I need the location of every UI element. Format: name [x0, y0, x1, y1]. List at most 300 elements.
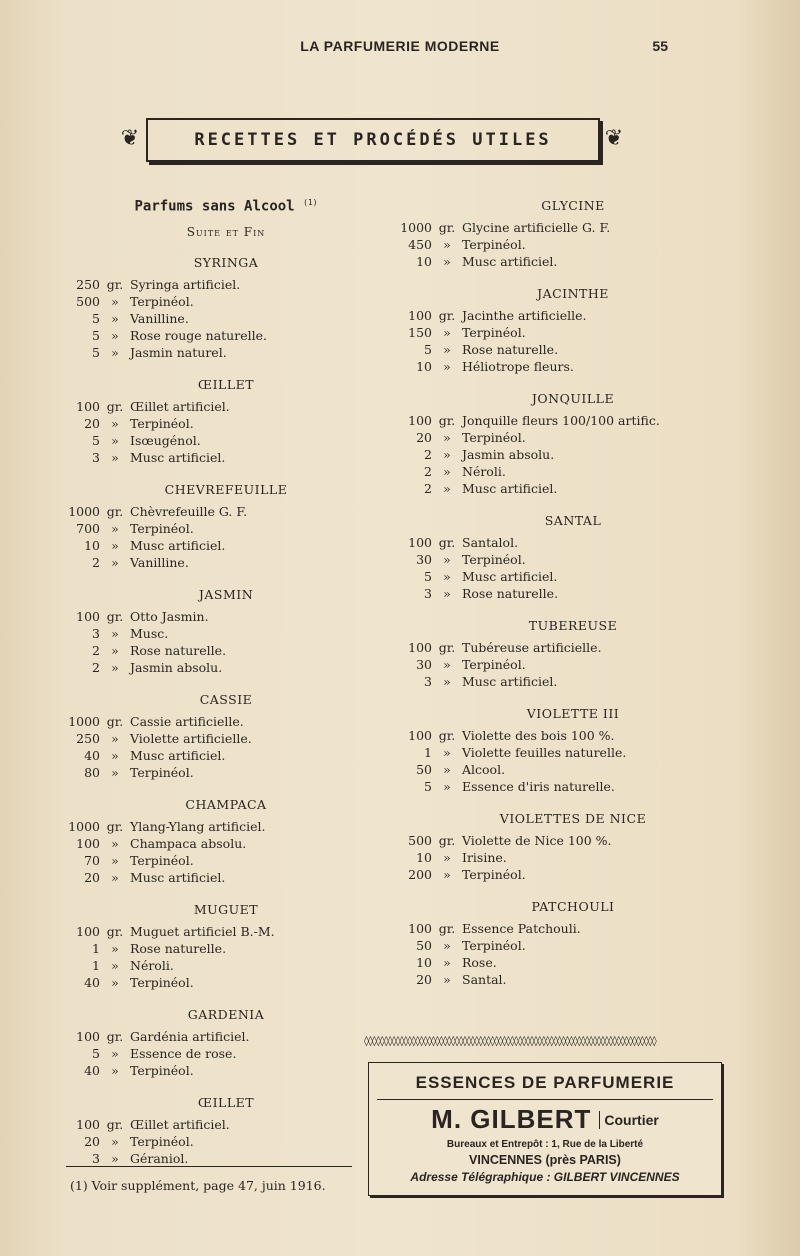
ingredient-qty: 80: [84, 764, 100, 780]
ingredient-unit: »: [443, 762, 451, 777]
ingredient-ingredient: Syringa artificiel.: [130, 276, 241, 292]
ingredient-unit: »: [111, 415, 119, 431]
ingredient-ingredient: Terpinéol.: [130, 764, 194, 780]
ingredient-row: [398, 358, 708, 375]
ingredient-qty: 50: [416, 762, 432, 777]
ingredient-ingredient: Terpinéol.: [462, 430, 526, 445]
ingredient-ingredient: Musc artificiel.: [130, 747, 226, 763]
ingredient-qty: 70: [84, 852, 100, 868]
ingredient-ingredient: Terpinéol.: [130, 1133, 194, 1149]
ingredient-row: [398, 551, 708, 568]
recipe-block: [398, 513, 708, 602]
ingredient-qty: 450: [408, 237, 432, 252]
ingredient-row: [66, 1150, 346, 1167]
ingredient-unit: »: [111, 554, 119, 570]
recipe-block: [66, 902, 346, 991]
running-header-title: LA PARFUMERIE MODERNE: [300, 38, 500, 54]
ingredient-qty: 2: [424, 481, 432, 496]
ingredient-ingredient: Terpinéol.: [462, 867, 526, 882]
ingredient-ingredient: Santal.: [462, 972, 507, 987]
ingredient-qty: 2: [92, 659, 100, 675]
ingredient-row: [66, 642, 346, 659]
ingredient-unit: »: [443, 447, 451, 462]
ingredient-row: [398, 585, 708, 602]
recipe-name: CASSIE: [199, 691, 253, 707]
ingredient-unit: »: [443, 342, 451, 357]
ingredient-ingredient: Essence de rose.: [130, 1045, 237, 1061]
ingredient-ingredient: Musc.: [130, 625, 169, 641]
ingredient-ingredient: Isœugénol.: [130, 432, 201, 448]
ingredient-unit: »: [443, 674, 451, 689]
ingredient-unit: »: [111, 449, 119, 465]
ingredient-qty: 5: [92, 432, 100, 448]
recipe-block: [66, 377, 346, 466]
ingredient-row: [66, 659, 346, 676]
ingredient-row: [398, 866, 708, 883]
recipe-name: SANTAL: [544, 513, 602, 528]
ad-heading: ESSENCES DE PARFUMERIE: [415, 1073, 675, 1092]
ingredient-qty: 50: [416, 938, 432, 953]
ingredient-ingredient: Terpinéol.: [462, 938, 526, 953]
recipe-block: [398, 391, 708, 497]
ingredient-ingredient: Musc artificiel.: [130, 869, 226, 885]
ad-role: Courtier: [599, 1111, 658, 1129]
ad-address: Bureaux et Entrepôt : 1, Rue de la Liberté: [446, 1139, 644, 1150]
ingredient-row: [66, 310, 346, 327]
ingredient-qty: 10: [416, 955, 432, 970]
ingredient-ingredient: Alcool.: [462, 762, 506, 777]
ingredient-row: [66, 344, 346, 361]
ingredient-row: [66, 1116, 346, 1133]
ingredient-qty: 2: [424, 464, 432, 479]
ingredient-qty: 3: [424, 586, 432, 601]
ingredient-row: [398, 412, 708, 429]
ingredient-unit: »: [443, 955, 451, 970]
ingredient-ingredient: Violette artificielle.: [130, 730, 252, 746]
ingredient-row: [66, 537, 346, 554]
ingredient-qty: 100: [76, 923, 100, 939]
ingredient-qty: 100: [76, 1116, 100, 1132]
ingredient-ingredient: Muguet artificiel B.-M.: [130, 923, 275, 939]
ingredient-row: [66, 625, 346, 642]
ingredient-qty: 100: [408, 308, 432, 323]
ingredient-ingredient: Jasmin naturel.: [130, 344, 227, 360]
ingredient-row: [66, 415, 346, 432]
ingredient-ingredient: Terpinéol.: [130, 293, 194, 309]
ingredient-unit: »: [443, 972, 451, 987]
ingredient-ingredient: Rose naturelle.: [130, 940, 227, 956]
recipe-block: [66, 1007, 346, 1079]
ingredient-ingredient: Rose rouge naturelle.: [130, 327, 267, 343]
page-number: 55: [652, 38, 668, 54]
ingredient-row: [398, 832, 708, 849]
ingredient-unit: »: [111, 1045, 119, 1061]
ingredient-row: [66, 957, 346, 974]
recipe-name: CHEVREFEUILLE: [164, 481, 288, 497]
ingredient-unit: »: [443, 745, 451, 760]
ingredient-unit: »: [443, 430, 451, 445]
left-column: [66, 198, 346, 1183]
ingredient-qty: 100: [76, 835, 100, 851]
ingredient-qty: 20: [84, 415, 100, 431]
ingredient-unit: gr.: [438, 640, 456, 655]
ingredient-unit: »: [443, 237, 451, 252]
ingredient-unit: »: [111, 747, 119, 763]
ad-name-line: [369, 1104, 721, 1135]
ingredient-ingredient: Violette des bois 100 %.: [462, 728, 615, 743]
ingredient-ingredient: Rose.: [462, 955, 497, 970]
ingredient-qty: 250: [76, 730, 100, 746]
ingredient-ingredient: Jasmin absolu.: [130, 659, 223, 675]
flourish-right-icon: ❦: [604, 126, 624, 151]
ingredient-row: [66, 852, 346, 869]
ingredient-qty: 1: [92, 957, 100, 973]
ingredient-unit: gr.: [106, 398, 124, 414]
ingredient-row: [398, 778, 708, 795]
ingredient-row: [66, 818, 346, 835]
ingredient-unit: »: [443, 569, 451, 584]
ingredient-unit: »: [111, 625, 119, 641]
ingredient-qty: 100: [76, 608, 100, 624]
ingredient-unit: »: [443, 552, 451, 567]
ingredient-ingredient: Otto Jasmin.: [130, 608, 209, 624]
recipe-name: MUGUET: [193, 901, 259, 917]
ingredient-ingredient: Ylang-Ylang artificiel.: [130, 818, 266, 834]
ingredient-qty: 10: [84, 537, 100, 553]
ingredient-unit: gr.: [106, 713, 124, 729]
ingredient-unit: »: [111, 520, 119, 536]
ingredient-row: [398, 937, 708, 954]
ingredient-unit: »: [111, 537, 119, 553]
ingredient-row: [66, 1028, 346, 1045]
ingredient-unit: »: [111, 940, 119, 956]
ingredient-ingredient: Violette de Nice 100 %.: [462, 833, 612, 848]
ingredient-qty: 10: [416, 254, 432, 269]
recipe-block: [398, 706, 708, 795]
ingredient-qty: 20: [416, 430, 432, 445]
ad-rule: [377, 1099, 713, 1100]
ingredient-unit: »: [443, 867, 451, 882]
ingredient-row: [398, 341, 708, 358]
ingredient-ingredient: Cassie artificielle.: [130, 713, 244, 729]
footnote: (1) Voir supplément, page 47, juin 1916.: [70, 1178, 326, 1193]
ingredient-unit: »: [111, 730, 119, 746]
ingredient-qty: 100: [408, 640, 432, 655]
ingredient-qty: 1000: [68, 818, 100, 834]
ingredient-row: [66, 520, 346, 537]
recipe-block: [66, 797, 346, 886]
ingredient-qty: 10: [416, 850, 432, 865]
banner-title: RECETTES ET PROCÉDÉS UTILES: [146, 118, 600, 162]
ingredient-unit: gr.: [438, 220, 456, 235]
ingredient-unit: gr.: [438, 308, 456, 323]
ingredient-row: [398, 744, 708, 761]
ingredient-row: [66, 503, 346, 520]
ingredient-qty: 500: [76, 293, 100, 309]
ingredient-qty: 100: [408, 728, 432, 743]
ingredient-row: [398, 463, 708, 480]
ingredient-unit: gr.: [106, 503, 124, 519]
ingredient-unit: gr.: [438, 833, 456, 848]
ingredient-unit: »: [443, 254, 451, 269]
recipe-block: [398, 618, 708, 690]
section-subtitle: Suite et Fin: [186, 224, 266, 239]
ingredient-unit: gr.: [106, 1028, 124, 1044]
ingredient-row: [398, 971, 708, 988]
ingredient-ingredient: Violette feuilles naturelle.: [462, 745, 627, 760]
ingredient-unit: »: [111, 293, 119, 309]
ingredient-row: [66, 1045, 346, 1062]
ingredient-ingredient: Musc artificiel.: [130, 537, 226, 553]
ingredient-row: [398, 236, 708, 253]
recipe-name: TUBEREUSE: [528, 618, 618, 633]
ingredient-unit: »: [111, 1062, 119, 1078]
ingredient-ingredient: Musc artificiel.: [462, 254, 558, 269]
ingredient-ingredient: Œillet artificiel.: [130, 1116, 230, 1132]
ingredient-unit: »: [443, 657, 451, 672]
recipe-name: JONQUILLE: [531, 391, 615, 406]
ingredient-ingredient: Glycine artificielle G. F.: [462, 220, 611, 235]
ingredient-unit: »: [111, 869, 119, 885]
ingredient-qty: 1000: [68, 503, 100, 519]
recipe-block: [66, 1095, 346, 1167]
right-column: [398, 198, 708, 1004]
ingredient-row: [66, 276, 346, 293]
recipe-name: JASMIN: [198, 586, 254, 602]
ingredient-ingredient: Rose naturelle.: [462, 342, 559, 357]
ingredient-qty: 1000: [400, 220, 432, 235]
footnote-rule: [66, 1166, 352, 1167]
ingredient-qty: 150: [408, 325, 432, 340]
ingredient-ingredient: Musc artificiel.: [462, 674, 558, 689]
ingredient-qty: 20: [84, 869, 100, 885]
ingredient-ingredient: Rose naturelle.: [130, 642, 227, 658]
ingredient-ingredient: Champaca absolu.: [130, 835, 247, 851]
ingredient-row: [66, 730, 346, 747]
section-title: Parfums sans Alcool $^{(1)}$: [134, 198, 318, 215]
ingredient-row: [66, 940, 346, 957]
ingredient-qty: 2: [92, 554, 100, 570]
recipe-block: [398, 811, 708, 883]
recipe-name: ŒILLET: [197, 376, 255, 392]
ingredient-row: [66, 608, 346, 625]
ingredient-qty: 30: [416, 552, 432, 567]
recipe-block: [398, 899, 708, 988]
ingredient-unit: »: [111, 957, 119, 973]
ingredient-qty: 40: [84, 1062, 100, 1078]
ingredient-qty: 2: [92, 642, 100, 658]
ingredient-qty: 100: [408, 535, 432, 550]
ingredient-qty: 30: [416, 657, 432, 672]
ingredient-qty: 3: [92, 625, 100, 641]
ingredient-row: [66, 1062, 346, 1079]
ingredient-row: [398, 534, 708, 551]
recipe-name: ŒILLET: [197, 1094, 255, 1110]
recipe-block: [66, 692, 346, 781]
ingredient-row: [398, 307, 708, 324]
ingredient-qty: 40: [84, 747, 100, 763]
ingredient-qty: 40: [84, 974, 100, 990]
recipe-block: [66, 255, 346, 361]
ingredient-row: [66, 747, 346, 764]
recipe-block: [66, 482, 346, 571]
ingredient-ingredient: Essence Patchouli.: [462, 921, 581, 936]
ingredient-row: [398, 639, 708, 656]
ingredient-row: [66, 923, 346, 940]
ingredient-row: [66, 764, 346, 781]
section-banner: [118, 118, 626, 162]
ingredient-qty: 700: [76, 520, 100, 536]
ingredient-row: [66, 432, 346, 449]
ingredient-ingredient: Essence d'iris naturelle.: [462, 779, 615, 794]
ingredient-unit: gr.: [106, 923, 124, 939]
ingredient-ingredient: Irisine.: [462, 850, 507, 865]
recipe-name: JACINTHE: [537, 286, 609, 301]
ingredient-unit: »: [443, 481, 451, 496]
ingredient-row: [66, 554, 346, 571]
ingredient-qty: 5: [424, 779, 432, 794]
ingredient-ingredient: Terpinéol.: [462, 325, 526, 340]
ingredient-ingredient: Musc artificiel.: [130, 449, 226, 465]
recipe-name: GARDENIA: [187, 1006, 265, 1022]
ingredient-unit: »: [111, 432, 119, 448]
ingredient-qty: 20: [84, 1133, 100, 1149]
ingredient-row: [398, 568, 708, 585]
flourish-left-icon: ❦: [120, 126, 140, 151]
ingredient-qty: 3: [92, 449, 100, 465]
ingredient-ingredient: Jasmin absolu.: [462, 447, 555, 462]
ingredient-ingredient: Vanilline.: [130, 310, 189, 326]
ingredient-ingredient: Musc artificiel.: [462, 569, 558, 584]
ingredient-unit: »: [443, 779, 451, 794]
ingredient-unit: gr.: [438, 413, 456, 428]
ingredient-ingredient: Héliotrope fleurs.: [462, 359, 574, 374]
ingredient-unit: »: [443, 325, 451, 340]
ingredient-row: [398, 920, 708, 937]
ingredient-row: [66, 713, 346, 730]
recipe-block: [398, 198, 708, 270]
right-recipe-list: [398, 198, 708, 988]
ingredient-row: [398, 761, 708, 778]
ingredient-qty: 5: [92, 1045, 100, 1061]
ingredient-qty: 500: [408, 833, 432, 848]
ingredient-ingredient: Musc artificiel.: [462, 481, 558, 496]
ingredient-unit: »: [111, 344, 119, 360]
ingredient-qty: 1: [92, 940, 100, 956]
ingredient-qty: 20: [416, 972, 432, 987]
ingredient-row: [398, 954, 708, 971]
ingredient-unit: »: [111, 1150, 119, 1166]
ingredient-row: [66, 1133, 346, 1150]
ingredient-row: [398, 673, 708, 690]
ingredient-qty: 200: [408, 867, 432, 882]
ingredient-row: [398, 480, 708, 497]
recipe-name: GLYCINE: [541, 198, 605, 213]
ingredient-ingredient: Néroli.: [130, 957, 174, 973]
ad-city: VINCENNES (près PARIS): [469, 1153, 621, 1167]
ingredient-unit: »: [111, 835, 119, 851]
ingredient-unit: gr.: [438, 535, 456, 550]
ingredient-unit: »: [111, 327, 119, 343]
ingredient-unit: gr.: [106, 818, 124, 834]
recipe-name: SYRINGA: [193, 254, 259, 270]
ingredient-row: [398, 446, 708, 463]
ingredient-unit: gr.: [106, 276, 124, 292]
ingredient-ingredient: Terpinéol.: [462, 657, 526, 672]
ingredient-qty: 100: [408, 921, 432, 936]
ingredient-qty: 100: [408, 413, 432, 428]
recipe-name: CHAMPACA: [185, 796, 267, 812]
ingredient-row: [398, 429, 708, 446]
ingredient-ingredient: Tubéreuse artificielle.: [462, 640, 602, 655]
ingredient-row: [66, 327, 346, 344]
ingredient-qty: 2: [424, 447, 432, 462]
ad-name: M. GILBERT: [431, 1104, 592, 1134]
ingredient-unit: »: [111, 1133, 119, 1149]
ingredient-qty: 100: [76, 1028, 100, 1044]
footnote-marker: (1): [303, 198, 318, 207]
ingredient-ingredient: Terpinéol.: [130, 1062, 194, 1078]
left-recipe-list: [66, 255, 346, 1167]
ingredient-ingredient: Terpinéol.: [130, 520, 194, 536]
ingredient-unit: »: [443, 586, 451, 601]
ingredient-ingredient: Santalol.: [462, 535, 519, 550]
ingredient-unit: »: [111, 659, 119, 675]
ingredient-ingredient: Rose naturelle.: [462, 586, 559, 601]
ingredient-unit: »: [111, 852, 119, 868]
ingredient-ingredient: Terpinéol.: [130, 415, 194, 431]
ingredient-unit: gr.: [106, 608, 124, 624]
ingredient-ingredient: Néroli.: [462, 464, 506, 479]
ingredient-row: [66, 398, 346, 415]
ingredient-ingredient: Terpinéol.: [462, 552, 526, 567]
ingredient-unit: gr.: [106, 1116, 124, 1132]
ingredient-unit: »: [111, 642, 119, 658]
ingredient-ingredient: Œillet artificiel.: [130, 398, 230, 414]
ornamental-border: ◊◊◊◊◊◊◊◊◊◊◊◊◊◊◊◊◊◊◊◊◊◊◊◊◊◊◊◊◊◊◊◊◊◊◊◊◊◊◊◊◊◊◊◊◊◊◊◊◊◊◊◊◊◊◊◊◊◊◊◊◊◊◊◊◊◊◊◊◊◊◊◊◊◊: [364, 1036, 656, 1047]
ingredient-unit: gr.: [438, 728, 456, 743]
ingredient-ingredient: Chèvrefeuille G. F.: [130, 503, 248, 519]
ingredient-unit: »: [111, 310, 119, 326]
ingredient-ingredient: Terpinéol.: [130, 852, 194, 868]
ingredient-unit: »: [443, 464, 451, 479]
recipe-block: [398, 286, 708, 375]
ingredient-qty: 5: [92, 327, 100, 343]
ingredient-qty: 5: [424, 342, 432, 357]
ingredient-qty: 3: [92, 1150, 100, 1166]
ingredient-row: [398, 324, 708, 341]
ingredient-unit: »: [111, 764, 119, 780]
ingredient-qty: 5: [92, 310, 100, 326]
ingredient-ingredient: Jacinthe artificielle.: [462, 308, 587, 323]
ingredient-qty: 3: [424, 674, 432, 689]
ingredient-qty: 100: [76, 398, 100, 414]
ingredient-ingredient: Terpinéol.: [130, 974, 194, 990]
ingredient-row: [66, 869, 346, 886]
ingredient-ingredient: Gardénia artificiel.: [130, 1028, 250, 1044]
ingredient-row: [66, 835, 346, 852]
ingredient-qty: 1: [424, 745, 432, 760]
ingredient-qty: 1000: [68, 713, 100, 729]
ingredient-unit: »: [443, 938, 451, 953]
ingredient-unit: gr.: [438, 921, 456, 936]
ingredient-row: [398, 656, 708, 673]
ingredient-row: [66, 974, 346, 991]
ingredient-ingredient: Géraniol.: [130, 1150, 189, 1166]
ingredient-row: [398, 849, 708, 866]
ingredient-ingredient: Terpinéol.: [462, 237, 526, 252]
ingredient-qty: 250: [76, 276, 100, 292]
